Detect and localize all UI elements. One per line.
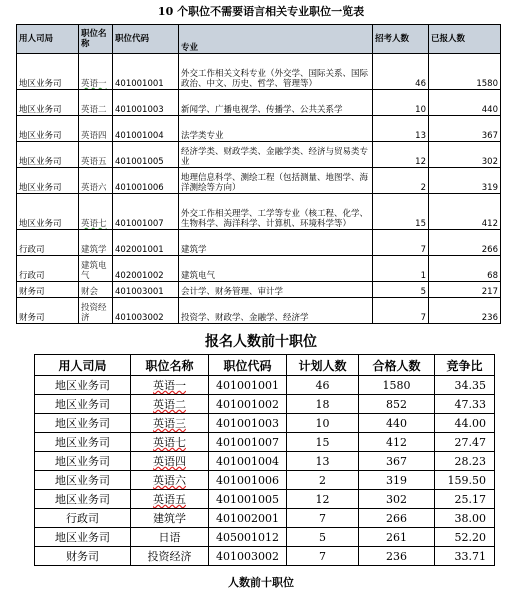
- dept-cell: 地区业务司: [35, 395, 131, 414]
- ratio-cell: 33.71: [435, 547, 495, 566]
- table1-header-row: [17, 25, 501, 54]
- qualified-cell: 367: [359, 452, 435, 471]
- table-row: [17, 230, 501, 256]
- major-cell: 建筑学: [179, 230, 373, 256]
- dept-cell: 地区业务司: [35, 528, 131, 547]
- code-cell: 401001007: [209, 433, 287, 452]
- dept-cell: 财务司: [17, 282, 79, 298]
- qualified-cell: 412: [359, 433, 435, 452]
- header-cell: 职位名称: [79, 25, 113, 54]
- dept-cell: 地区业务司: [35, 490, 131, 509]
- quota-cell: 15: [373, 194, 429, 230]
- dept-cell: 地区业务司: [35, 433, 131, 452]
- job-cell: 投资经济: [79, 298, 113, 324]
- table-row: [35, 490, 495, 509]
- table-row: [17, 298, 501, 324]
- code-cell: 401001002: [209, 395, 287, 414]
- ratio-cell: 38.00: [435, 509, 495, 528]
- table-row: [35, 509, 495, 528]
- applied-cell: 1580: [429, 54, 501, 90]
- code-cell: 401001003: [209, 414, 287, 433]
- code-cell: 401001005: [209, 490, 287, 509]
- applied-cell: 266: [429, 230, 501, 256]
- quota-cell: 2: [373, 168, 429, 194]
- dept-cell: 行政司: [17, 256, 79, 282]
- job-cell: 日语: [131, 528, 209, 547]
- table-row: [17, 54, 501, 90]
- table-row: [17, 168, 501, 194]
- table-row: [35, 433, 495, 452]
- job-cell: 英语三: [131, 414, 209, 433]
- code-cell: 401001001: [113, 54, 179, 90]
- qualified-cell: 319: [359, 471, 435, 490]
- dept-cell: 财务司: [17, 298, 79, 324]
- applied-cell: 302: [429, 142, 501, 168]
- dept-cell: 地区业务司: [17, 194, 79, 230]
- qualified-cell: 266: [359, 509, 435, 528]
- job-cell: 英语二: [79, 90, 113, 116]
- quota-cell: 13: [373, 116, 429, 142]
- code-cell: 401001005: [113, 142, 179, 168]
- table-row: [35, 414, 495, 433]
- header-cell: 合格人数: [359, 355, 435, 376]
- dept-cell: 地区业务司: [17, 142, 79, 168]
- dept-cell: 地区业务司: [35, 414, 131, 433]
- table-row: [35, 376, 495, 395]
- header-cell: 竞争比: [435, 355, 495, 376]
- plan-cell: 7: [287, 547, 359, 566]
- quota-cell: 1: [373, 256, 429, 282]
- header-cell: 职位代码: [209, 355, 287, 376]
- table-row: [35, 528, 495, 547]
- job-cell: 建筑电气: [79, 256, 113, 282]
- table-row: [35, 452, 495, 471]
- table-row: [17, 194, 501, 230]
- header-cell: 职位代码: [113, 25, 179, 54]
- dept-cell: 地区业务司: [17, 116, 79, 142]
- qualified-cell: 852: [359, 395, 435, 414]
- table-row: [17, 282, 501, 298]
- applied-cell: 236: [429, 298, 501, 324]
- quota-cell: 10: [373, 90, 429, 116]
- job-cell: 财会: [79, 282, 113, 298]
- header-cell: 用人司局: [17, 25, 79, 54]
- applied-cell: 367: [429, 116, 501, 142]
- qualified-cell: 440: [359, 414, 435, 433]
- job-cell: 英语二: [131, 395, 209, 414]
- major-cell: 会计学、财务管理、审计学: [179, 282, 373, 298]
- header-cell: 用人司局: [35, 355, 131, 376]
- quota-cell: 7: [373, 230, 429, 256]
- applied-cell: 412: [429, 194, 501, 230]
- plan-cell: 10: [287, 414, 359, 433]
- major-cell: 地理信息科学、测绘工程（包括测量、地图学、海洋测绘等方向）: [179, 168, 373, 194]
- code-cell: 401001004: [113, 116, 179, 142]
- job-cell: 英语四: [79, 116, 113, 142]
- code-cell: 405001012: [209, 528, 287, 547]
- dept-cell: 地区业务司: [17, 90, 79, 116]
- plan-cell: 15: [287, 433, 359, 452]
- plan-cell: 13: [287, 452, 359, 471]
- major-cell: 外交工作相关理学、工学等专业（核工程、化学、生物科学、海洋科学、计算机、环境科学等）: [179, 194, 373, 230]
- major-cell: 投资学、财政学、金融学、经济学: [179, 298, 373, 324]
- code-cell: 401001006: [209, 471, 287, 490]
- header-cell: 已报人数: [429, 25, 501, 54]
- table-row: [35, 547, 495, 566]
- plan-cell: 46: [287, 376, 359, 395]
- dept-cell: 行政司: [35, 509, 131, 528]
- job-cell: 英语一: [79, 54, 113, 90]
- code-cell: 401003001: [113, 282, 179, 298]
- dept-cell: 地区业务司: [35, 471, 131, 490]
- header-cell: 招考人数: [373, 25, 429, 54]
- table-row: [17, 142, 501, 168]
- table-row: [35, 471, 495, 490]
- table-row: [35, 395, 495, 414]
- plan-cell: 2: [287, 471, 359, 490]
- plan-cell: 12: [287, 490, 359, 509]
- job-cell: 英语一: [131, 376, 209, 395]
- dept-cell: 地区业务司: [17, 168, 79, 194]
- table-row: [17, 90, 501, 116]
- qualified-cell: 261: [359, 528, 435, 547]
- plan-cell: 18: [287, 395, 359, 414]
- code-cell: 402001002: [113, 256, 179, 282]
- job-cell: 投资经济: [131, 547, 209, 566]
- header-cell: 计划人数: [287, 355, 359, 376]
- header-cell: 职位名称: [131, 355, 209, 376]
- major-cell: 经济学类、财政学类、金融学类、经济与贸易类专业: [179, 142, 373, 168]
- code-cell: 401003002: [209, 547, 287, 566]
- quota-cell: 46: [373, 54, 429, 90]
- dept-cell: 行政司: [17, 230, 79, 256]
- plan-cell: 5: [287, 528, 359, 547]
- major-cell: 外交工作相关文科专业（外交学、国际关系、国际政治、中文、历史、哲学、管理等）: [179, 54, 373, 90]
- job-cell: 英语四: [131, 452, 209, 471]
- dept-cell: 地区业务司: [35, 452, 131, 471]
- table2-title: 报名人数前十职位: [205, 334, 317, 350]
- table-row: [17, 256, 501, 282]
- top-ten-table: [34, 354, 495, 566]
- quota-cell: 12: [373, 142, 429, 168]
- ratio-cell: 27.47: [435, 433, 495, 452]
- table1-title-num: 10: [157, 5, 174, 18]
- major-cell: 建筑电气: [179, 256, 373, 282]
- ratio-cell: 28.23: [435, 452, 495, 471]
- table2-header-row: [35, 355, 495, 376]
- dept-cell: 地区业务司: [35, 376, 131, 395]
- quota-cell: 5: [373, 282, 429, 298]
- code-cell: 401001003: [113, 90, 179, 116]
- ratio-cell: 25.17: [435, 490, 495, 509]
- ratio-cell: 47.33: [435, 395, 495, 414]
- applied-cell: 319: [429, 168, 501, 194]
- job-cell: 英语七: [131, 433, 209, 452]
- quota-cell: 7: [373, 298, 429, 324]
- qualified-cell: 236: [359, 547, 435, 566]
- table1-title-text: 个职位不需要语言相关专业职位一览表: [177, 5, 365, 18]
- job-cell: 英语六: [79, 168, 113, 194]
- job-cell: 建筑学: [79, 230, 113, 256]
- applied-cell: 440: [429, 90, 501, 116]
- major-cell: 法学类专业: [179, 116, 373, 142]
- dept-cell: 地区业务司: [17, 54, 79, 90]
- ratio-cell: 34.35: [435, 376, 495, 395]
- code-cell: 401001006: [113, 168, 179, 194]
- vacancy-table: [16, 24, 501, 324]
- plan-cell: 7: [287, 509, 359, 528]
- job-cell: 英语七: [79, 194, 113, 230]
- ratio-cell: 159.50: [435, 471, 495, 490]
- job-cell: 英语五: [131, 490, 209, 509]
- dept-cell: 财务司: [35, 547, 131, 566]
- code-cell: 401003002: [113, 298, 179, 324]
- header-cell: 专业: [179, 25, 373, 54]
- job-cell: 英语六: [131, 471, 209, 490]
- major-cell: 新闻学、广播电视学、传播学、公共关系学: [179, 90, 373, 116]
- ratio-cell: 44.00: [435, 414, 495, 433]
- table-row: [17, 116, 501, 142]
- applied-cell: 68: [429, 256, 501, 282]
- table1-title: [0, 3, 522, 19]
- code-cell: 401001007: [113, 194, 179, 230]
- code-cell: 401001004: [209, 452, 287, 471]
- applied-cell: 217: [429, 282, 501, 298]
- cutoff-next-title: 人数前十职位: [228, 576, 294, 589]
- ratio-cell: 52.20: [435, 528, 495, 547]
- code-cell: 401001001: [209, 376, 287, 395]
- job-cell: 建筑学: [131, 509, 209, 528]
- code-cell: 402001001: [113, 230, 179, 256]
- qualified-cell: 1580: [359, 376, 435, 395]
- qualified-cell: 302: [359, 490, 435, 509]
- code-cell: 401002001: [209, 509, 287, 528]
- job-cell: 英语五: [79, 142, 113, 168]
